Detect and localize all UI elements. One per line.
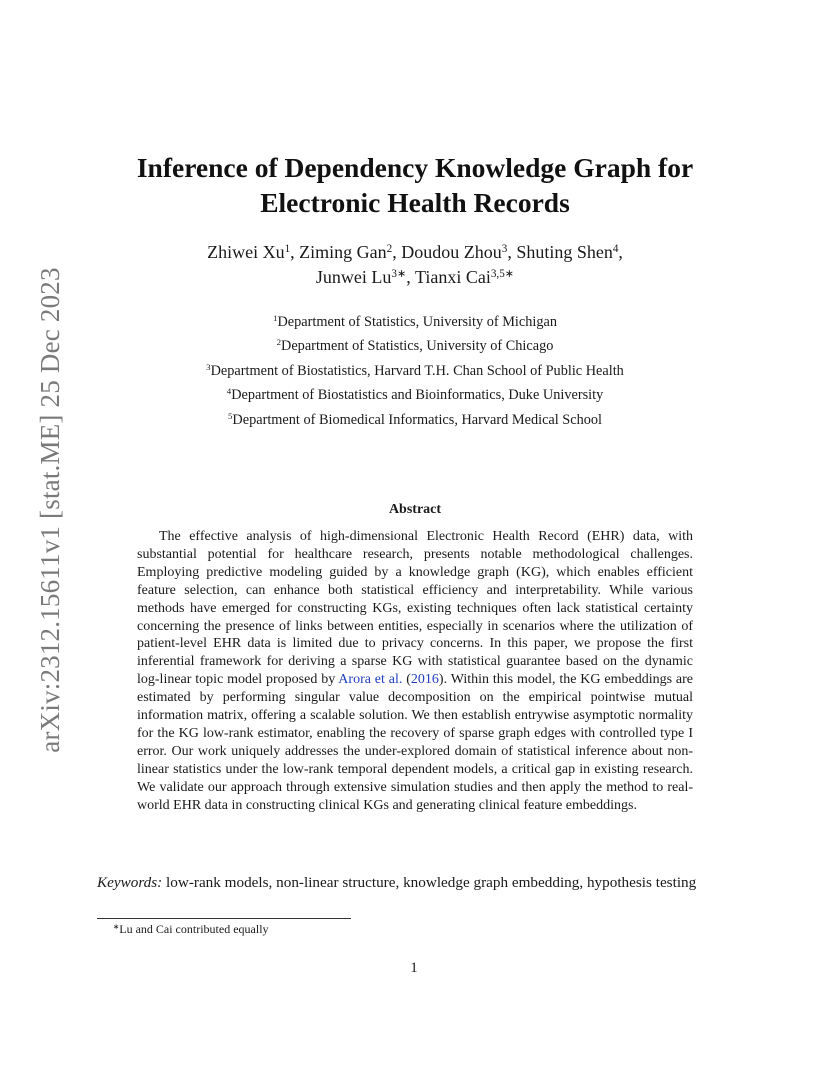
affiliation-item — [100, 334, 730, 358]
affiliation-list — [100, 310, 730, 432]
footnote-text: Lu and Cai contributed equally — [119, 922, 269, 936]
footnote-rule — [97, 918, 351, 919]
affiliation-mark: 2 — [276, 337, 282, 348]
abstract-text-part-2: . Within this model, the KG embeddings are estimated by performing singular value decomposition on the empirical pointwise mutual information matrix, offering a scalable solution. We then establish entrywise asymptotic normality for the KG low-rank estimator, enabling the recovery of sparse graph edges with controlled type I error. Our work uniquely addresses the under-explored domain of statistical inference about non-linear statistics under the low-rank temporal dependent models, a critical gap in existing research. We validate our approach through extensive simulation studies and then apply the method to real-world EHR data in constructing clinical KGs and generating clinical feature embeddings. — [137, 672, 694, 813]
author-name: Tianxi Cai — [414, 267, 491, 287]
author-name: Zhiwei Xu — [207, 242, 285, 262]
abstract-text-part-1: The effective analysis of high-dimensional Electronic Health Record (EHR) data, with substantial potential for healthcare research, presents notable methodological challenges. Employing predictive modeling guided by a knowledge graph (KG), which enables efficient feature selection, can enhance both statistical efficiency and interpretability. While various methods have emerged for constructing KGs, existing techniques often lack statistical certainty concerning the presence of links between entities, especially in scenarios where the utilization of patient-level EHR data is limited due to privacy concerns. In this paper, we propose the first inferential framework for deriving a sparse KG with statistical guarantee based on the dynamic log-linear topic model proposed by — [137, 529, 693, 688]
citation-open-paren: ( — [402, 672, 411, 688]
author-affil-mark: 3 — [501, 242, 508, 255]
author-line-1 — [90, 240, 740, 265]
author-affil-mark: 3∗ — [391, 267, 407, 280]
author-line-2 — [90, 265, 740, 290]
affiliation-text: Department of Biostatistics and Bioinformatics, Duke University — [231, 387, 604, 404]
author-name: Junwei Lu — [315, 267, 392, 287]
affiliation-item — [100, 310, 730, 334]
affiliation-mark: 4 — [226, 386, 232, 397]
author-affil-mark: 1 — [284, 242, 291, 255]
affiliation-item — [100, 359, 730, 383]
citation-close-paren: ) — [438, 672, 444, 688]
affiliation-item — [100, 383, 730, 407]
affiliation-mark: 3 — [206, 361, 211, 372]
abstract-heading: Abstract — [388, 502, 442, 517]
author-affil-mark: 3,5∗ — [490, 267, 515, 280]
abstract-body — [137, 528, 693, 815]
footnote-mark: ∗ — [113, 921, 120, 931]
author-separator: , — [392, 242, 402, 262]
title-line-2: Electronic Health Records — [260, 187, 570, 218]
affiliation-item — [100, 408, 730, 432]
author-name: Shuting Shen — [516, 242, 613, 262]
footnote — [113, 921, 269, 937]
arxiv-identifier-stamp: arXiv:2312.15611v1 [stat.ME] 25 Dec 2023 — [35, 267, 65, 753]
affiliation-mark: 1 — [273, 313, 278, 324]
author-affil-mark: 4 — [612, 242, 619, 255]
affiliation-text: Department of Biomedical Informatics, Harvard Medical School — [232, 411, 603, 428]
author-separator: , — [290, 242, 300, 262]
author-list — [90, 240, 740, 290]
author-affil-mark: 2 — [386, 242, 393, 255]
keywords-text: low-rank models, non-linear structure, knowledge graph embedding, hypothesis testing — [162, 874, 697, 891]
title-line-1: Inference of Dependency Knowledge Graph for — [136, 152, 694, 183]
affiliation-text: Department of Statistics, University of Chicago — [281, 338, 554, 355]
author-separator: , — [618, 242, 623, 262]
citation-link-author[interactable]: Arora et al. — [338, 672, 403, 688]
author-separator: , — [507, 242, 517, 262]
author-name: Doudou Zhou — [401, 242, 502, 262]
affiliation-text: Department of Statistics, University of Michigan — [277, 314, 557, 330]
author-separator: , — [406, 267, 415, 287]
affiliation-mark: 5 — [227, 410, 233, 421]
affiliation-text: Department of Biostatistics, Harvard T.H. Chan School of Public Health — [210, 362, 624, 379]
paper-title — [70, 150, 760, 220]
keywords-paragraph — [97, 873, 737, 893]
page-number: 1 — [410, 960, 418, 976]
keywords-label: Keywords: — [97, 874, 163, 891]
citation-link-year[interactable]: 2016 — [410, 672, 439, 688]
author-name: Ziming Gan — [299, 242, 387, 262]
